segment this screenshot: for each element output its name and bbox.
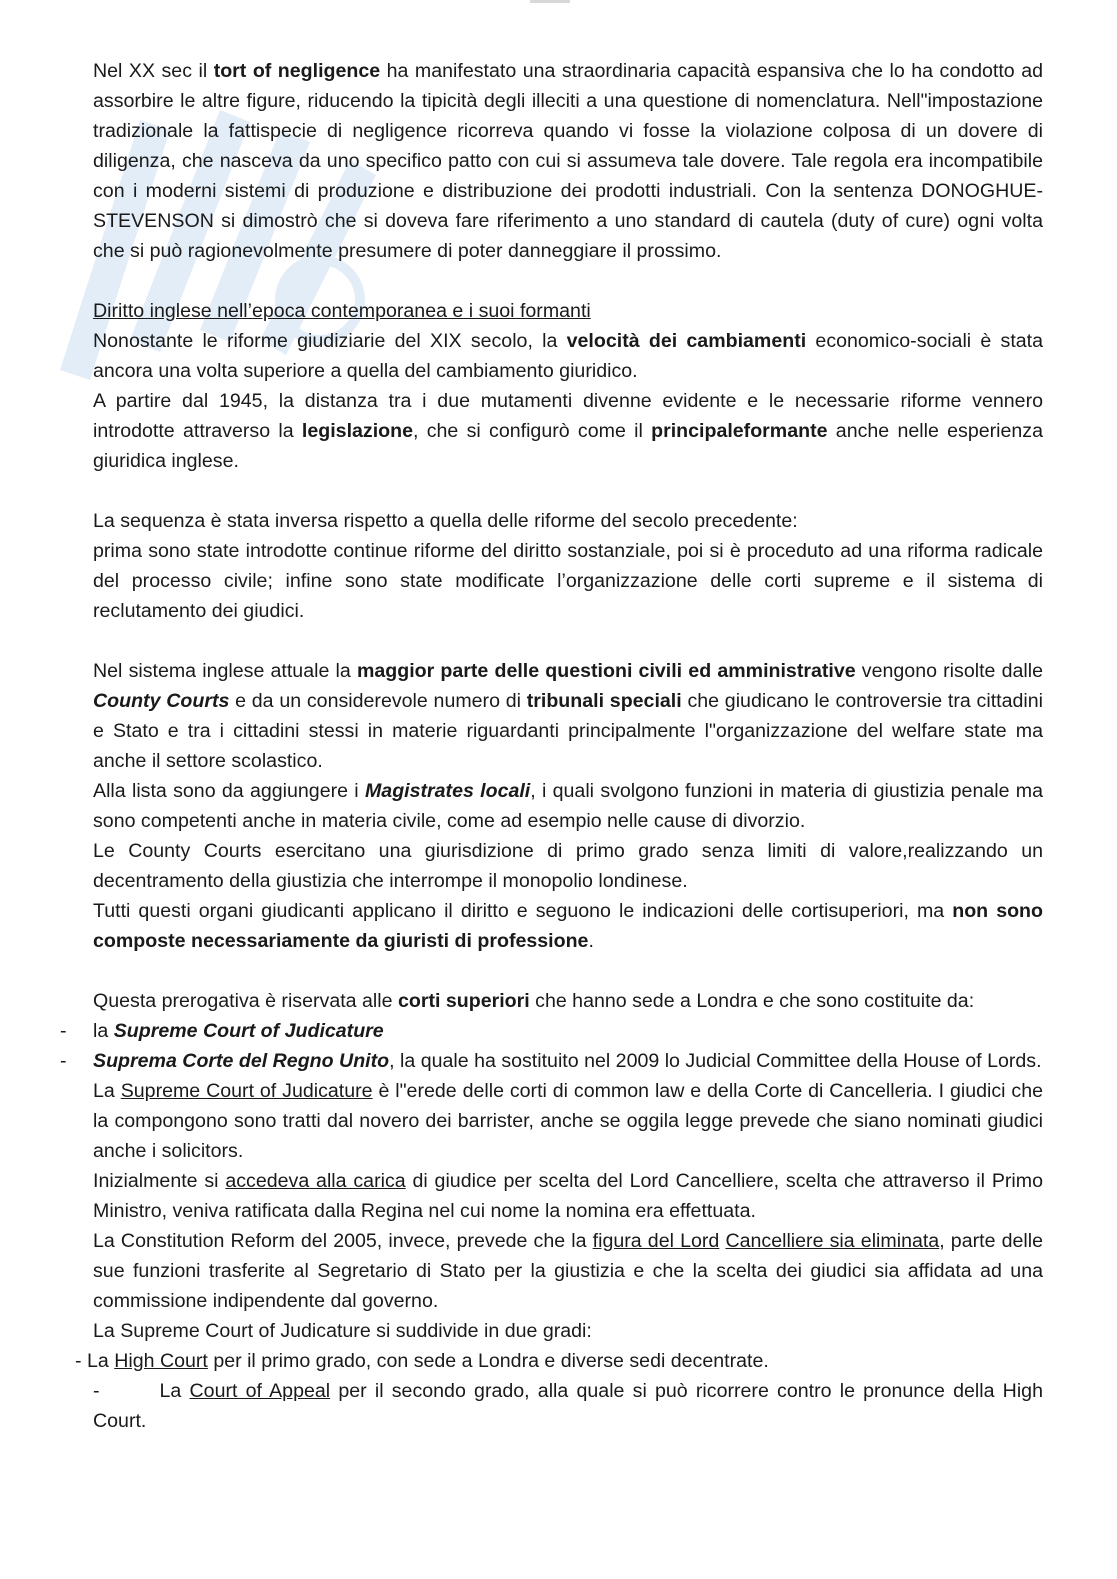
- paragraph-prerogativa: [93, 986, 1043, 1016]
- underlined-term: High Court: [114, 1350, 208, 1372]
- list-dash: -: [93, 1380, 100, 1402]
- list-dash: -: [75, 1350, 87, 1372]
- paragraph-magistrates: [93, 776, 1043, 836]
- text-run: è l"erede delle corti di common law e della Corte di Cancelleria. I giudici che la compongono sono tratti dal novero dei barrister, anche se oggila legge prevede che siano nominati giudici anche i solicitors.: [93, 1080, 1044, 1162]
- bold-term: non sono composte necessariamente da giuristi di professione: [93, 900, 1043, 952]
- bold-italic-term: Magistrates locali: [364, 780, 531, 802]
- underlined-term: Supreme Court of Judicature: [120, 1080, 373, 1102]
- text-run: Tutti questi organi giudicanti applicano il diritto e seguono le indicazioni delle cortisuperiori, ma: [93, 900, 953, 922]
- text-run: Alla lista sono da aggiungere i: [93, 780, 365, 802]
- section-title: [93, 296, 1043, 326]
- text-run: La: [93, 1080, 121, 1102]
- text-run: Nel XX sec il: [93, 60, 214, 82]
- paragraph-sistema-attuale: [93, 656, 1043, 776]
- paragraph-sequenza: La sequenza è stata inversa rispetto a quella delle riforme del secolo precedente:: [93, 510, 798, 532]
- header-mark: [530, 0, 570, 6]
- text-run: La: [159, 1380, 190, 1402]
- text-run: per il primo grado, con sede a Londra e diverse sedi decentrate.: [207, 1350, 769, 1372]
- text-run: A partire dal 1945, la distanza tra i due mutamenti divenne evidente e le necessarie riforme vennero introdotte attraverso la: [93, 390, 1043, 442]
- section-title-text: Diritto inglese nell’epoca contemporanea e i suoi formanti: [93, 300, 591, 322]
- paragraph-tort-negligence: [93, 56, 1043, 266]
- text-run: che hanno sede a Londra e che sono costituite da:: [529, 990, 975, 1012]
- text-run: Nonostante le riforme giudiziarie del XIX secolo, la: [93, 330, 567, 352]
- paragraph-county-courts: Le County Courts esercitano una giurisdizione di primo grado senza limiti di valore,realizzando un decentramento della giustizia che interrompe il monopolio londinese.: [93, 840, 1043, 892]
- bold-italic-term: County Courts: [93, 690, 230, 712]
- bold-term: tort of negligence: [213, 60, 381, 82]
- paragraph-carica: [93, 1166, 1043, 1226]
- text-run: e da un considerevole numero di: [229, 690, 527, 712]
- bold-italic-term: Supreme Court of Judicature: [113, 1020, 384, 1042]
- bold-term: principaleformante: [651, 420, 828, 442]
- text-run: , i quali svolgono funzioni in materia di giustizia penale ma sono competenti anche in materia civile, come ad esempio nelle cause di divorzio.: [93, 780, 1044, 832]
- paragraph-riforme: prima sono state introdotte continue riforme del diritto sostanziale, poi si è proceduto ad una riforma radicale del processo civile; infine sono state modificate l’organizzazione delle corti supreme e il sistema di reclutamento dei giudici.: [93, 540, 1043, 622]
- text-run: la: [93, 1020, 114, 1042]
- paragraph-velocita: [93, 326, 1043, 386]
- text-run: economico-sociali è stata ancora una volta superiore a quella del cambiamento giuridico.: [93, 330, 1044, 382]
- paragraph-due-gradi: La Supreme Court of Judicature si suddivide in due gradi:: [93, 1320, 592, 1342]
- text-run: per il secondo grado, alla quale si può ricorrere contro le pronunce della High Court.: [93, 1380, 1043, 1432]
- underlined-term: figura del Lord: [592, 1230, 720, 1252]
- paragraph-constitution-reform: [93, 1226, 1043, 1316]
- text-run: anche nelle esperienza giuridica inglese.: [93, 420, 1044, 472]
- text-run: La: [86, 1350, 115, 1372]
- text-run: , parte delle sue funzioni trasferite al Segretario di Stato per la giustizia e che la scelta dei giudici sia affidata ad una commissione indipendente dal governo.: [93, 1230, 1043, 1312]
- list-dash: -: [60, 1020, 67, 1042]
- bold-term: tribunali speciali: [526, 690, 682, 712]
- bold-italic-term: Suprema Corte del Regno Unito: [93, 1050, 390, 1072]
- text-run: ha manifestato una straordinaria capacità espansiva che lo ha condotto ad assorbire le altre figure, riducendo la tipicità degli illeciti a una questione di nomenclatura. Nell"impostazione tradizionale la fattispecie di negligence ricorreva quando vi fosse la violazione colposa di un dovere di diligenza, che nasceva da uno specifico patto con cui si assumeva tale dovere. Tale regola era incompatibile con i moderni sistemi di produzione e distribuzione dei prodotti industriali. Con la sentenza DONOGHUE-STEVENSON si dimostrò che si doveva fare riferimento a uno standard di cautela (duty of cure) ogni volta che si può ragionevolmente presumere di poter danneggiare il prossimo.: [93, 60, 1043, 262]
- paragraph-erede: [93, 1076, 1043, 1166]
- list-item-high-court: [75, 1346, 1043, 1376]
- bold-term: maggior parte delle questioni civili ed amministrative: [356, 660, 856, 682]
- paragraph-organi-giudicanti: [93, 896, 1043, 956]
- list-item-court-of-appeal: [93, 1376, 1043, 1436]
- text-run: Nel sistema inglese attuale la: [93, 660, 357, 682]
- text-run: .: [588, 930, 594, 952]
- underlined-term: Cancelliere sia eliminata: [725, 1230, 940, 1252]
- list-item-suprema-corte: [60, 1046, 1043, 1076]
- text-run: La Constitution Reform del 2005, invece, prevede che la: [93, 1230, 593, 1252]
- bold-term: corti superiori: [397, 990, 530, 1012]
- underlined-term: Court of Appeal: [189, 1380, 331, 1402]
- document-body: [60, 56, 1044, 1436]
- paragraph-legislazione: [93, 386, 1043, 476]
- text-run: di giudice per scelta del Lord Cancelliere, scelta che attraverso il Primo Ministro, veniva ratificata dalla Regina nel cui nome la nomina era effettuata.: [93, 1170, 1044, 1222]
- underlined-term: accedeva alla carica: [225, 1170, 406, 1192]
- text-run: Questa prerogativa è riservata alle: [93, 990, 398, 1012]
- text-run: Inizialmente si: [93, 1170, 226, 1192]
- list-dash: -: [60, 1050, 67, 1072]
- text-run: , la quale ha sostituito nel 2009 lo Judicial Committee della House of Lords.: [389, 1050, 1042, 1072]
- bold-term: velocità dei cambiamenti: [566, 330, 807, 352]
- list-item-supreme-court: [60, 1016, 1043, 1046]
- bold-term: legislazione: [301, 420, 413, 442]
- text-run: che giudicano le controversie tra cittadini e Stato e tra i cittadini stessi in materie riguardanti principalmente l"organizzazione del welfare state ma anche il settore scolastico.: [93, 690, 1043, 772]
- text-run: vengono risolte dalle: [855, 660, 1043, 682]
- text-run: , che si configurò come il: [413, 420, 652, 442]
